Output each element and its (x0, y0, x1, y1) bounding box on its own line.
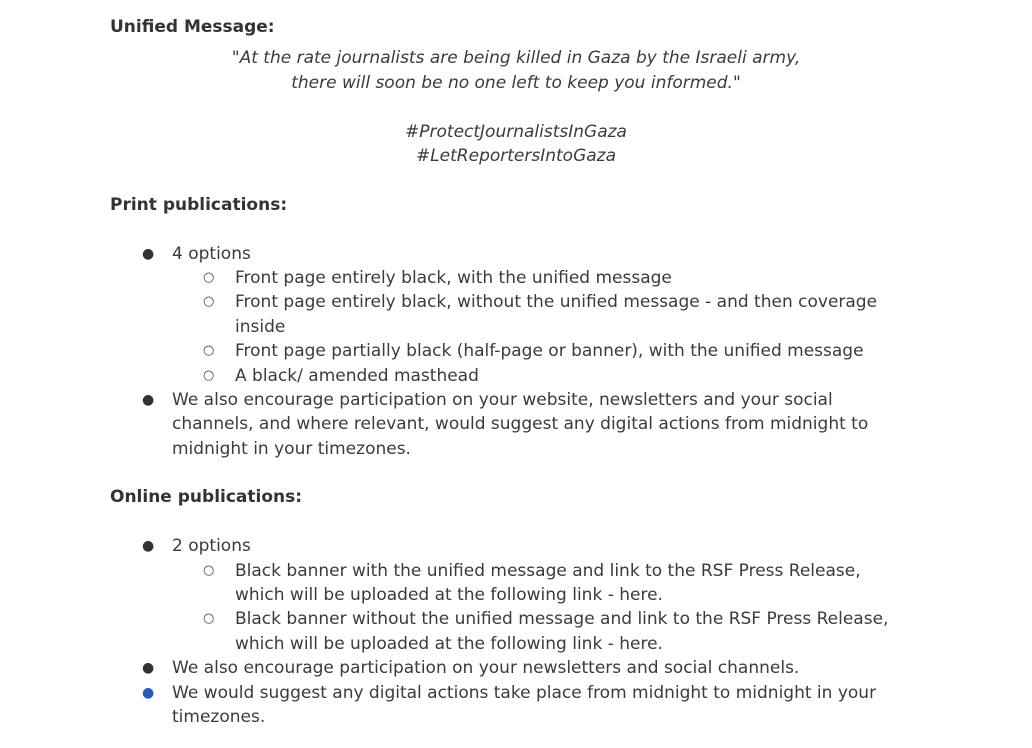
hollow-bullet-icon: ○ (203, 343, 215, 358)
online-option-2-line-2: which will be uploaded at the following link - here. (235, 634, 663, 654)
hollow-bullet-icon: ○ (203, 611, 215, 626)
bullet-icon: ● (142, 538, 155, 554)
online-bullet-options: 2 options (172, 536, 251, 556)
bullet-icon: ● (142, 392, 155, 408)
online-bullet-suggest-line-1: We would suggest any digital actions take place from midnight to midnight in your (172, 683, 877, 703)
bullet-icon: ● (142, 685, 155, 701)
hollow-bullet-icon: ○ (203, 563, 215, 578)
online-option-1-line-1: Black banner with the unified message and link to the RSF Press Release, (235, 561, 861, 581)
online-bullet-encourage: We also encourage participation on your newsletters and social channels. (172, 658, 800, 678)
bullet-icon: ● (142, 660, 155, 676)
quote-line-2: there will soon be no one left to keep you informed." (291, 73, 741, 93)
print-bullet-encourage-line-2: channels, and where relevant, would suggest any digital actions from midnight to (172, 414, 869, 434)
print-option-3: Front page partially black (half-page or banner), with the unified message (235, 341, 864, 361)
online-bullet-suggest-line-2: timezones. (172, 707, 266, 727)
quote-line-1: "At the rate journalists are being killed in Gaza by the Israeli army, (231, 48, 801, 68)
online-option-1-line-2: which will be uploaded at the following link - here. (235, 585, 663, 605)
print-bullet-encourage-line-1: We also encourage participation on your website, newsletters and your social (172, 390, 833, 410)
print-option-1: Front page entirely black, with the unified message (235, 268, 672, 288)
print-option-4: A black/ amended masthead (235, 366, 479, 386)
bullet-icon: ● (142, 246, 155, 262)
online-option-2-line-1: Black banner without the unified message and link to the RSF Press Release, (235, 609, 889, 629)
hollow-bullet-icon: ○ (203, 270, 215, 285)
print-option-2: Front page entirely black, without the unified message - and then coverage (235, 292, 878, 312)
hashtag-protect-journalists: #ProtectJournalistsInGaza (405, 122, 627, 142)
online-publications-heading: Online publications: (110, 487, 303, 507)
hollow-bullet-icon: ○ (203, 294, 215, 309)
hollow-bullet-icon: ○ (203, 368, 215, 383)
print-bullet-options: 4 options (172, 244, 251, 264)
unified-message-heading: Unified Message: (110, 17, 275, 37)
hashtag-let-reporters: #LetReportersIntoGaza (415, 146, 617, 166)
print-option-2-continued: inside (235, 317, 286, 337)
print-publications-heading: Print publications: (110, 195, 288, 215)
print-bullet-encourage-line-3: midnight in your timezones. (172, 439, 411, 459)
